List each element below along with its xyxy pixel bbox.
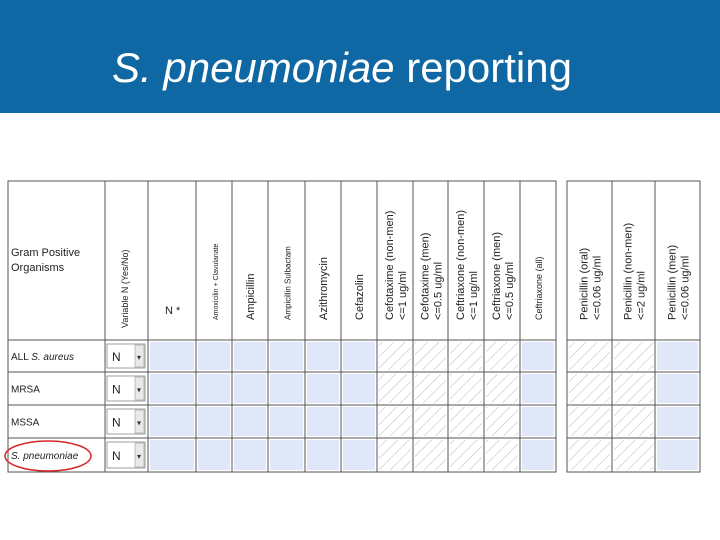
column-header-11-limit: <=2 ug/ml [635,271,648,320]
column-header-0: Amoxicilin + Clavulanate [213,243,220,320]
column-header-3: Azithromycin [318,257,330,320]
cell-r0-c6[interactable] [307,342,339,370]
cell-r3-c4[interactable] [234,440,266,470]
cell-r2-c10[interactable] [450,407,482,436]
cell-r2-c12[interactable] [522,407,554,436]
row-label-1 [11,385,40,396]
variable-dropdown-3[interactable] [107,442,145,468]
cell-r1-p2[interactable] [657,374,698,403]
column-header-7: Ceftriaxone (non-men) [455,209,467,320]
variable-dropdown-2[interactable] [107,409,145,434]
cell-r2-c7[interactable] [343,407,375,436]
column-header-7-limit: <=1 ug/ml [468,271,480,320]
cell-r0-c3[interactable] [198,342,230,370]
cell-r0-c8[interactable] [379,342,411,370]
cell-r1-c5[interactable] [270,374,303,403]
cell-r1-c6[interactable] [307,374,339,403]
cell-r0-p1[interactable] [614,342,653,370]
corner-label-line2: Organisms [11,262,65,274]
column-header-9: Ceftriaxone (all) [534,256,544,320]
column-header-11: Penicillin (non-men) [622,222,635,320]
chevron-down-icon: ▾ [137,385,142,395]
cell-r2-c8[interactable] [379,407,411,436]
cell-r1-c4[interactable] [234,374,266,403]
variable-header: Variable N (Yes/No) [120,249,130,328]
cell-r0-c2[interactable] [150,342,194,370]
cell-r1-c10[interactable] [450,374,482,403]
cell-r0-c10[interactable] [450,342,482,370]
column-header-5-limit: <=1 ug/ml [397,271,409,320]
cell-r0-c4[interactable] [234,342,266,370]
column-header-6: Cefotaxime (men) [419,232,432,320]
cell-r1-c3[interactable] [198,374,230,403]
column-header-10: Penicillin (oral) [578,247,591,320]
cell-r1-c7[interactable] [343,374,375,403]
row-label-2 [11,418,40,429]
cell-r2-c11[interactable] [486,407,518,436]
cell-r1-p0[interactable] [569,374,610,403]
cell-r3-c7[interactable] [343,440,375,470]
cell-r1-c12[interactable] [522,374,554,403]
row-label-3 [11,451,79,462]
cell-r0-c5[interactable] [270,342,303,370]
n-header: N * [165,305,181,317]
variable-dropdown-1[interactable] [107,376,145,401]
cell-r0-c7[interactable] [343,342,375,370]
cell-r0-p0[interactable] [569,342,610,370]
dropdown-value: N [112,350,121,364]
cell-r2-c6[interactable] [307,407,339,436]
column-header-2: Ampicillin Sulbactam [283,246,293,320]
column-header-4: Cefazolin [354,274,366,320]
row-label-0-prefix: ALL [11,352,32,363]
cell-r2-c3[interactable] [198,407,230,436]
chevron-down-icon: ▾ [137,353,142,362]
cell-r2-p2[interactable] [657,407,698,436]
cell-r3-p0[interactable] [569,440,610,470]
cell-r3-p1[interactable] [614,440,653,470]
cell-r1-c8[interactable] [379,374,411,403]
column-header-1: Ampicillin [245,273,257,320]
column-header-10-limit: <=0.06 ug/ml [591,255,604,320]
row-label-0 [11,352,74,363]
cell-r0-c12[interactable] [522,342,554,370]
cell-r3-c11[interactable] [486,440,518,470]
cell-r2-c2[interactable] [150,407,194,436]
column-header-5: Cefotaxime (non-men) [384,210,396,320]
cell-r1-p1[interactable] [614,374,653,403]
cell-r0-c11[interactable] [486,342,518,370]
chevron-down-icon: ▾ [137,418,142,428]
row-label-3-organism: S. pneumoniae [11,451,79,462]
cell-r3-c10[interactable] [450,440,482,470]
cell-r2-c9[interactable] [415,407,446,436]
cell-r2-p1[interactable] [614,407,653,436]
variable-dropdown-0[interactable] [107,344,145,368]
cell-r1-c2[interactable] [150,374,194,403]
cell-r3-c2[interactable] [150,440,194,470]
cell-r3-c9[interactable] [415,440,446,470]
dropdown-value: N [112,382,121,397]
corner-label-line1: Gram Positive [11,247,81,259]
cell-r2-c4[interactable] [234,407,266,436]
cell-r2-c5[interactable] [270,407,303,436]
dropdown-value: N [112,415,121,430]
cell-r1-c11[interactable] [486,374,518,403]
column-header-12: Penicillin (men) [666,244,679,320]
column-header-8: Ceftriaxone (men) [491,231,503,320]
cell-r3-c3[interactable] [198,440,230,470]
title-organism: S. pneumoniae [112,44,395,91]
cell-r3-c8[interactable] [379,440,411,470]
dropdown-value: N [112,449,121,463]
row-label-1-prefix: MRSA [11,384,40,396]
row-label-0-organism: S. aureus [31,352,75,363]
cell-r0-p2[interactable] [657,342,698,370]
cell-r1-c9[interactable] [415,374,446,403]
column-header-8-limit: <=0.5 ug/ml [504,261,516,320]
cell-r3-c6[interactable] [307,440,339,470]
title-suffix: reporting [394,44,572,91]
cell-r2-p0[interactable] [569,407,610,436]
cell-r3-c12[interactable] [522,440,554,470]
cell-r0-c9[interactable] [415,342,446,370]
column-header-6-limit: <=0.5 ug/ml [432,261,445,320]
cell-r3-p2[interactable] [657,440,698,470]
chevron-down-icon: ▾ [137,452,142,461]
column-header-12-limit: <=0.06 ug/ml [679,255,692,320]
row-label-2-prefix: MSSA [11,417,40,429]
cell-r3-c5[interactable] [270,440,303,470]
